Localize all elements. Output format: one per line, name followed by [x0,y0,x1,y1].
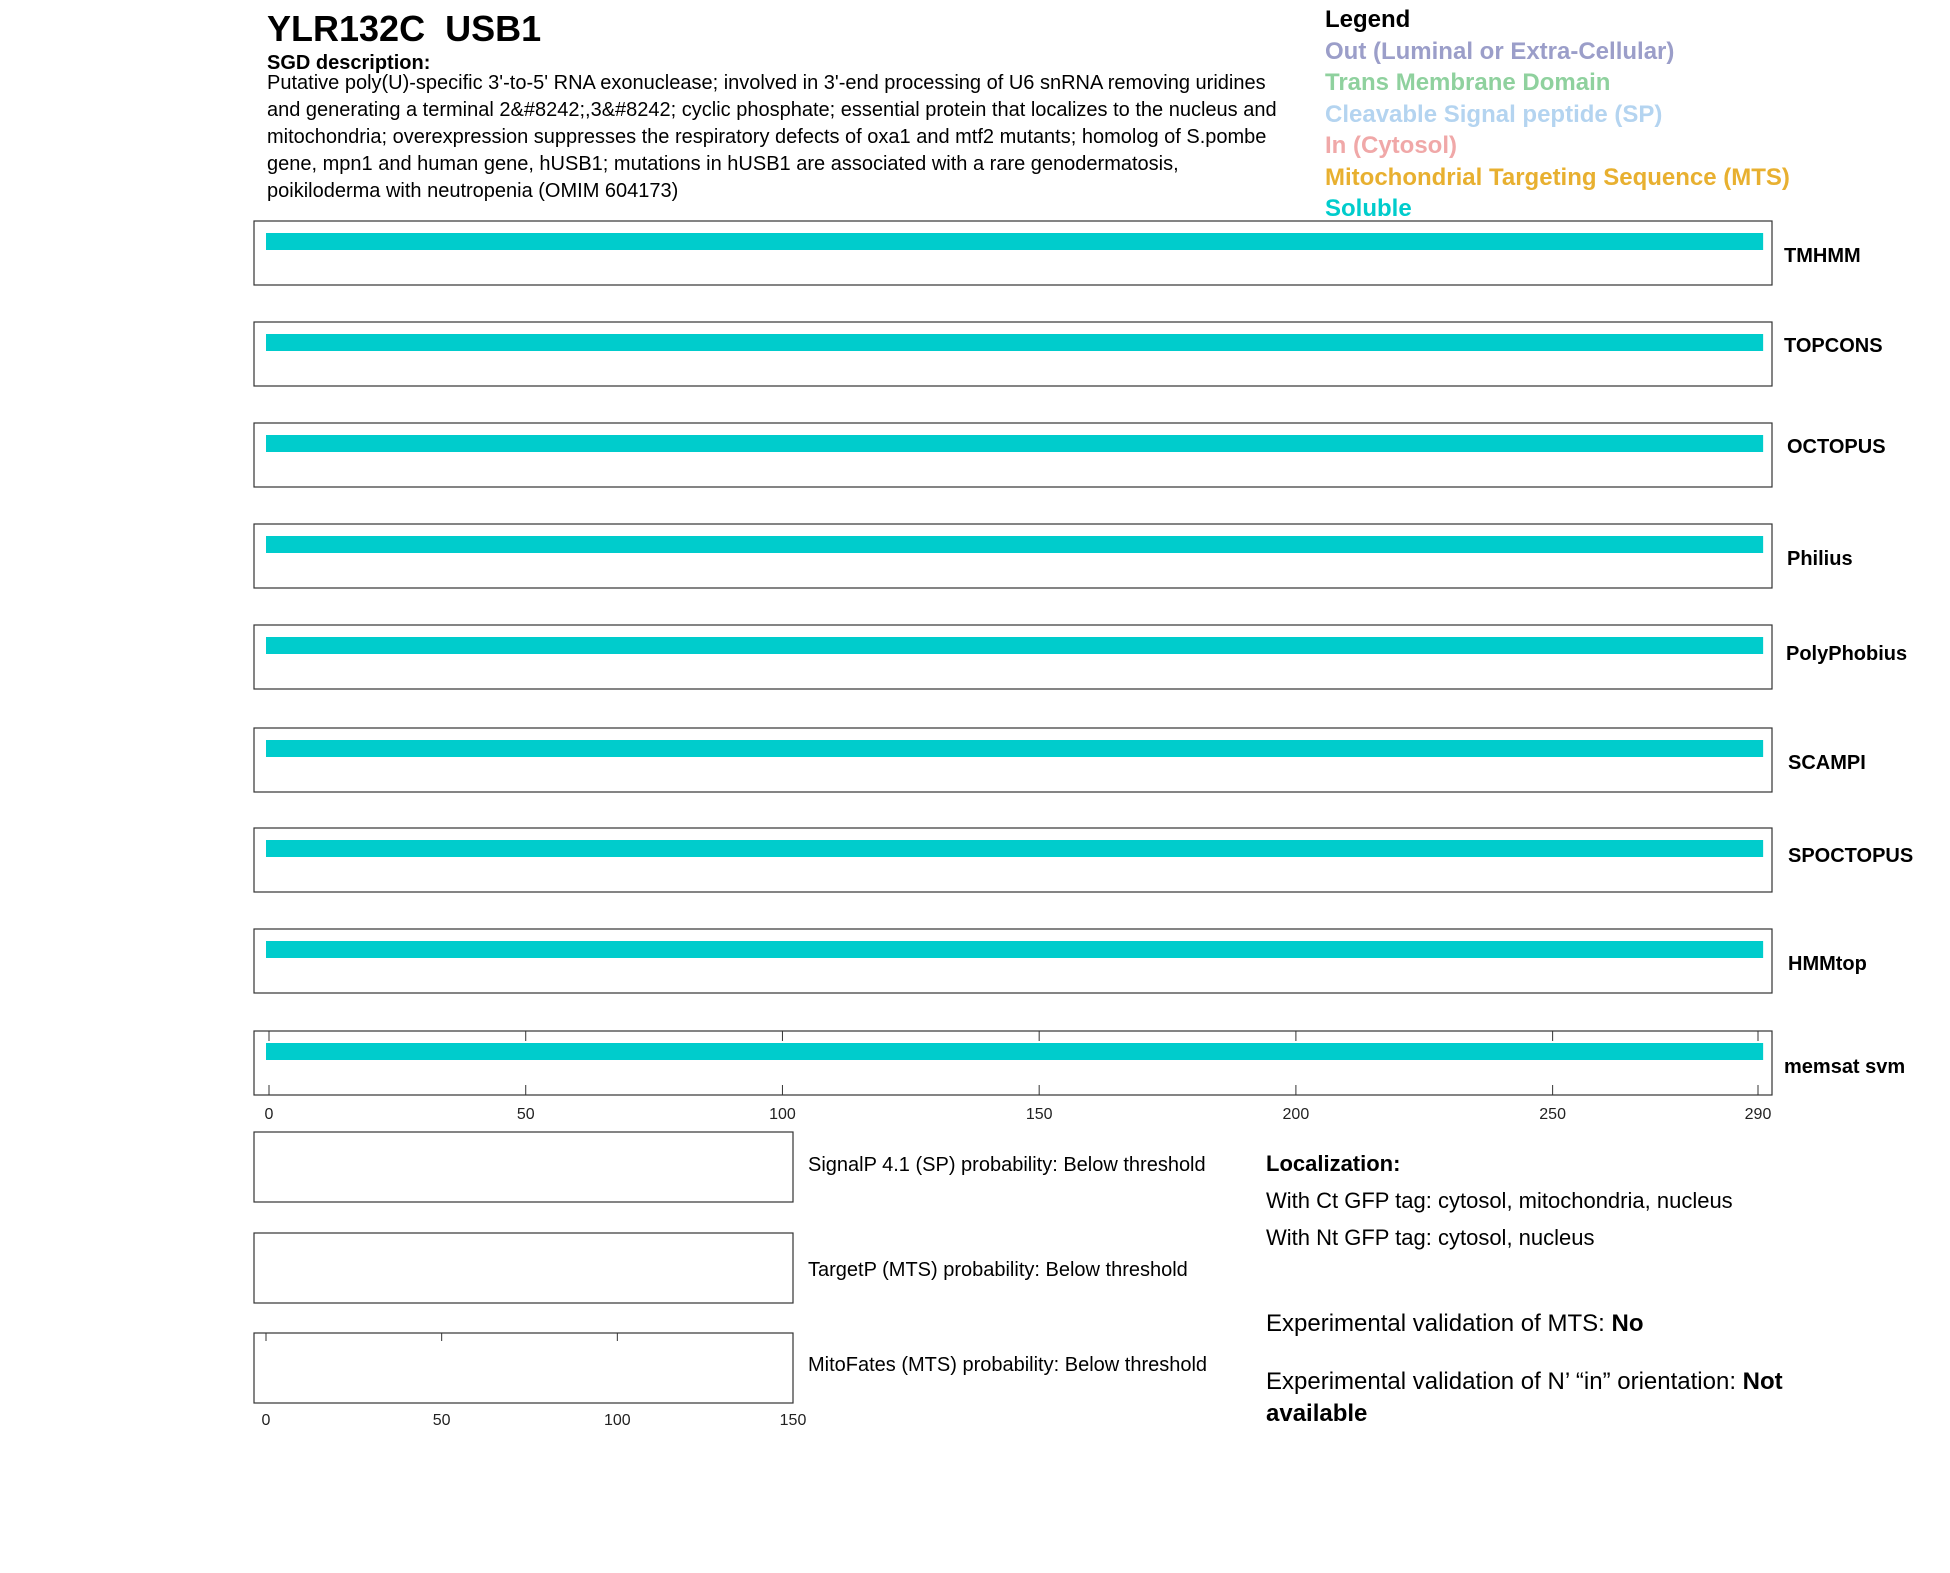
track-box [254,322,1772,386]
track-label: TOPCONS [1784,335,1883,357]
track-segment [266,334,1763,351]
track-segment [266,740,1763,757]
legend-item-tm: Trans Membrane Domain [1325,69,1611,96]
orientation-validation-label: Experimental validation of N’ “in” orientation: [1266,1368,1743,1395]
track-segment [266,637,1763,654]
track-label: SCAMPI [1788,752,1866,774]
track-box [254,828,1772,892]
track-label: OCTOPUS [1787,436,1886,458]
orientation-validation-value: Not available [1266,1368,1783,1427]
x-tick-label: 50 [516,1106,535,1123]
mts-validation [1266,1308,1826,1340]
track-segment [266,941,1763,958]
localization-heading: Localization: [1266,1151,1401,1176]
track-box [254,1031,1772,1095]
legend-item-sp: Cleavable Signal peptide (SP) [1325,101,1663,128]
signalp-label: SignalP 4.1 (SP) probability: Below threshold [808,1154,1206,1176]
localization-nt-gfp: With Nt GFP tag: cytosol, nucleus [1266,1225,1595,1250]
track-label: HMMtop [1788,953,1867,975]
probability-box [254,1132,793,1202]
track-segment [266,435,1763,452]
track-box [254,625,1772,689]
track-box [254,929,1772,993]
track-segment [266,233,1763,250]
probability-box [254,1333,793,1403]
track-box [254,221,1772,285]
mts-validation-label: Experimental validation of MTS: [1266,1310,1612,1337]
x-tick-label: 100 [769,1106,796,1123]
x-tick-label: 50 [432,1412,451,1429]
orientation-validation [1266,1366,1826,1430]
x-tick-label: 0 [264,1106,274,1123]
legend-item-out: Out (Luminal or Extra-Cellular) [1325,38,1675,65]
track-label: TMHMM [1784,245,1861,267]
mitofates-label: MitoFates (MTS) probability: Below threshold [808,1354,1208,1376]
track-segment [266,840,1763,857]
x-tick-label: 250 [1539,1106,1566,1123]
legend-title: Legend [1325,6,1411,33]
track-label: Philius [1787,548,1853,570]
x-tick-label: 290 [1744,1106,1772,1123]
track-segment [266,536,1763,553]
x-tick-label: 150 [779,1412,807,1429]
mts-validation-value: No [1611,1310,1644,1337]
page-title: YLR132C USB1 [267,8,542,49]
probability-box [254,1233,793,1303]
x-tick-label: 150 [1025,1106,1053,1123]
track-box [254,728,1772,792]
track-label: PolyPhobius [1786,643,1908,665]
x-tick-label: 200 [1282,1106,1310,1123]
legend-item-mts: Mitochondrial Targeting Sequence (MTS) [1325,164,1790,191]
x-tick-label: 0 [261,1412,271,1429]
track-box [254,423,1772,487]
localization-ct-gfp: With Ct GFP tag: cytosol, mitochondria, nucleus [1266,1188,1733,1213]
legend-item-in: In (Cytosol) [1325,132,1457,159]
track-label: SPOCTOPUS [1788,845,1914,867]
x-tick-label: 100 [603,1412,631,1429]
description-text: Putative poly(U)-specific 3'-to-5' RNA exonuclease; involved in 3'-end processing of U6 snRNA removing uridines and generating a terminal 2&#8242;,3&#8242; cyclic phosphate; essential protein that localizes to the nucleus and mitochondria; overexpression suppresses the respiratory defects of oxa1 and mtf2 mutants; homolog of S.pombe gene, mpn1 and human gene, hUSB1; mutations in hUSB1 are associated with a rare genodermatosis, poikiloderma with neutropenia (OMIM 604173) [267,72,1277,202]
track-label: memsat svm [1784,1056,1906,1078]
targetp-label: TargetP (MTS) probability: Below threshold [808,1259,1188,1281]
track-segment [266,1043,1763,1060]
track-box [254,524,1772,588]
legend-item-soluble: Soluble [1325,195,1412,222]
description-heading: SGD description: [267,52,431,74]
